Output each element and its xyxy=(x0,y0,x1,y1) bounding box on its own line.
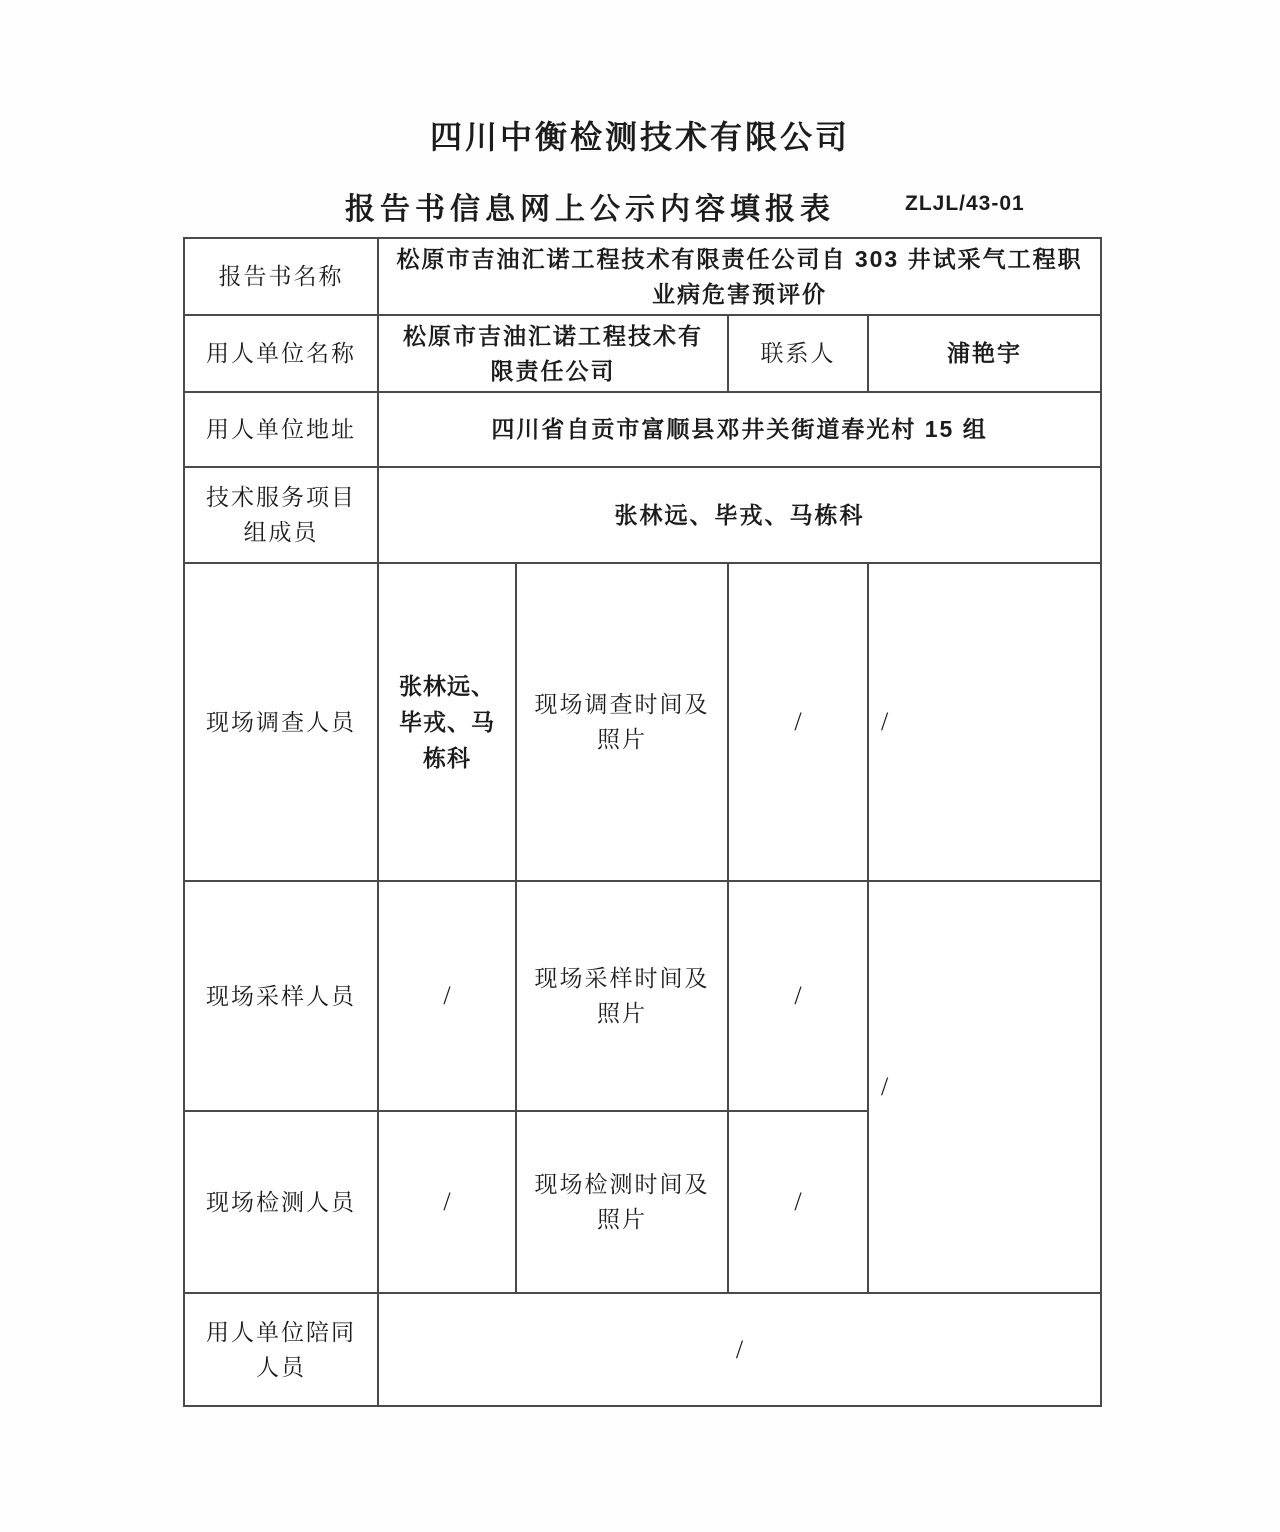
form-code: ZLJL/43-01 xyxy=(905,192,1025,215)
row-project-team xyxy=(184,467,1101,563)
site-survey-personnel: 张林远、毕戎、马栋科 xyxy=(378,563,516,881)
site-testing-personnel: / xyxy=(378,1111,516,1293)
site-testing-label: 现场检测人员 xyxy=(184,1111,378,1293)
employer-escort-label: 用人单位陪同人员 xyxy=(184,1293,378,1406)
employer-escort-value: / xyxy=(378,1293,1101,1406)
project-team-label: 技术服务项目组成员 xyxy=(184,467,378,563)
site-survey-label: 现场调查人员 xyxy=(184,563,378,881)
site-testing-time-photo-label: 现场检测时间及照片 xyxy=(516,1111,728,1293)
contact-value: 浦艳宇 xyxy=(868,315,1101,392)
site-testing-time-value: / xyxy=(728,1111,868,1293)
site-survey-photo-value: / xyxy=(868,563,1101,881)
row-site-sampling xyxy=(184,881,1101,1111)
sampling-testing-photo-merged-value: / xyxy=(868,881,1101,1293)
contact-label: 联系人 xyxy=(728,315,868,392)
row-employer-name xyxy=(184,315,1101,392)
row-site-survey xyxy=(184,563,1101,881)
site-survey-time-value: / xyxy=(728,563,868,881)
employer-address-value: 四川省自贡市富顺县邓井关街道春光村 15 组 xyxy=(378,392,1101,467)
row-report-name xyxy=(184,238,1101,315)
report-name-value: 松原市吉油汇诺工程技术有限责任公司自 303 井试采气工程职业病危害预评价 xyxy=(378,238,1101,315)
employer-name-label: 用人单位名称 xyxy=(184,315,378,392)
site-sampling-time-value: / xyxy=(728,881,868,1111)
form-title: 报告书信息网上公示内容填报表 xyxy=(345,193,835,226)
project-team-value: 张林远、毕戎、马栋科 xyxy=(378,467,1101,563)
employer-address-label: 用人单位地址 xyxy=(184,392,378,467)
site-sampling-label: 现场采样人员 xyxy=(184,881,378,1111)
report-name-label: 报告书名称 xyxy=(184,238,378,315)
report-info-table xyxy=(183,237,1102,1407)
company-title: 四川中衡检测技术有限公司 xyxy=(429,119,850,155)
site-survey-time-photo-label: 现场调查时间及照片 xyxy=(516,563,728,881)
row-employer-address xyxy=(184,392,1101,467)
row-employer-escort xyxy=(184,1293,1101,1406)
site-sampling-time-photo-label: 现场采样时间及照片 xyxy=(516,881,728,1111)
site-sampling-personnel: / xyxy=(378,881,516,1111)
employer-name-value: 松原市吉油汇诺工程技术有限责任公司 xyxy=(378,315,728,392)
